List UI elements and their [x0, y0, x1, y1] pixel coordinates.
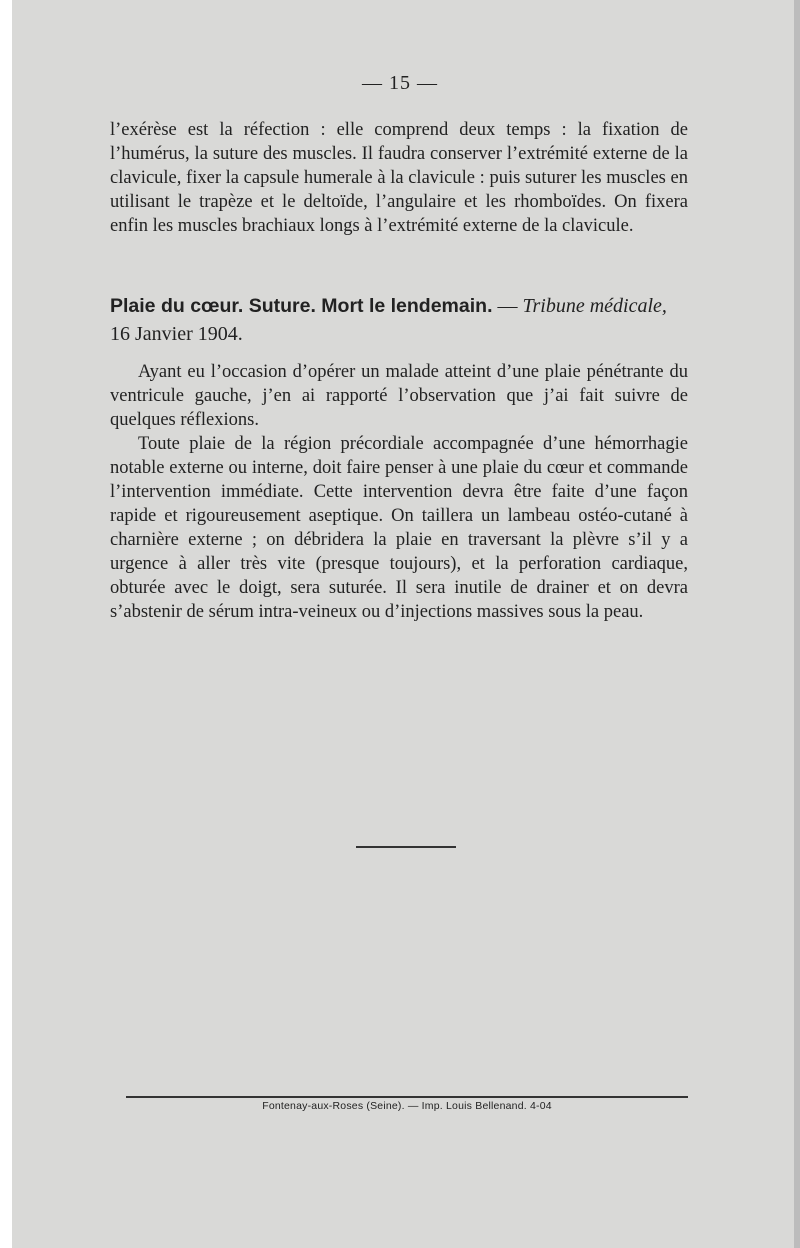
- text-block-continuation: [110, 118, 688, 238]
- article-dash: —: [492, 295, 523, 317]
- page-number: — 15 —: [362, 72, 438, 94]
- paragraph-plaie-precordiale: Toute plaie de la région précordiale accompagnée d’une hémorrhagie notable externe ou interne, doit faire penser à une plaie du cœur et commande l’intervention immédiate. Cette intervention devra être faite d’une façon rapide et rigoureusement aseptique. On taillera un lambeau ostéo-cutané à charnière externe ; on débridera la plaie en traversant la plèvre s’il y a urgence à aller très vite (presque toujours), et la perforation cardiaque, obturée avec le doigt, sera suturée. Il sera inutile de drainer et on devra s’abstenir de sérum intra-veineux ou d’injections massives sous la peau.: [110, 434, 688, 622]
- paragraph-observation: Ayant eu l’occasion d’opérer un malade atteint d’une plaie pénétrante du ventricule gauche, j’en ai rapporté l’observation que j’ai fait suivre de quelques réflexions.: [110, 362, 688, 430]
- article-title: Plaie du cœur. Suture. Mort le lendemain.: [110, 295, 493, 317]
- footer-rule: [126, 1096, 688, 1098]
- article-journal: Tribune médicale,: [522, 295, 667, 317]
- article-heading: [110, 292, 690, 348]
- page-right-margin: [794, 0, 800, 1248]
- article-date: 16 Janvier 1904.: [110, 323, 243, 345]
- section-divider: [356, 846, 456, 848]
- page-left-margin: [0, 0, 12, 1248]
- text-block-article: [110, 360, 688, 624]
- printer-imprint: Fontenay-aux-Roses (Seine). — Imp. Louis Bellenand. 4-04: [262, 1100, 552, 1112]
- paragraph-exerese: l’exérèse est la réfection : elle comprend deux temps : la fixation de l’humérus, la suture des muscles. Il faudra conserver l’extrémité externe de la clavicule, fixer la capsule humerale à la clavicule : puis suturer les muscles en utilisant le trapèze et le deltoïde, l’angulaire et les rhomboïdes. On fixera enfin les muscles brachiaux longs à l’extrémité externe de la clavicule.: [110, 120, 688, 236]
